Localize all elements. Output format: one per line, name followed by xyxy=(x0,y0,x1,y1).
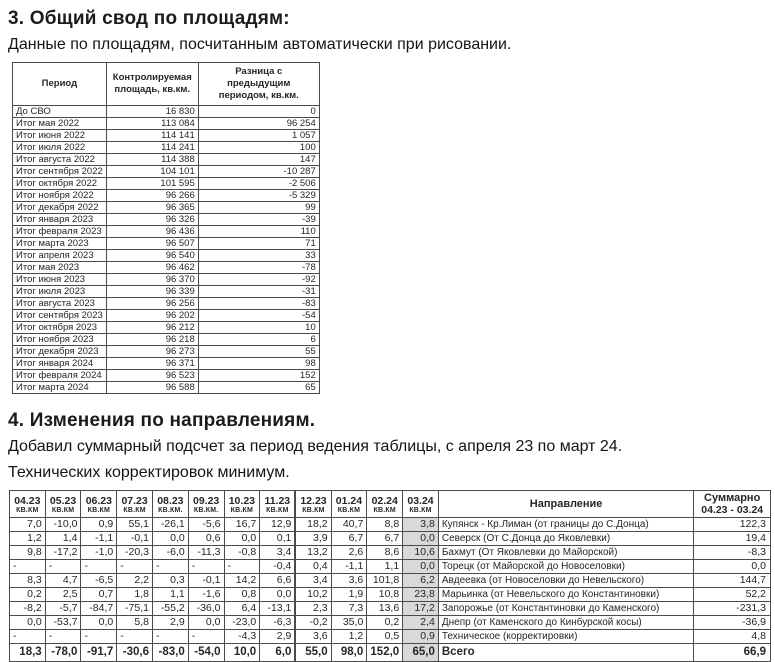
area-cell: 96 202 xyxy=(106,310,198,322)
sum-cell: 4,8 xyxy=(694,630,771,644)
areas-table-row xyxy=(13,262,320,274)
directions-header-row xyxy=(10,491,771,518)
month-header-cell: 06.23 КВ.КМ xyxy=(81,491,117,518)
value-cell: 0,8 xyxy=(224,588,260,602)
diff-cell: 100 xyxy=(198,142,319,154)
areas-header-diff: Разница с предыдущим периодом, кв.км. xyxy=(198,63,319,106)
value-cell: 18,3 xyxy=(10,644,46,662)
value-cell: 0,0 xyxy=(224,532,260,546)
month-header-cell: 10.23 КВ.КМ xyxy=(224,491,260,518)
value-cell: 1,4 xyxy=(45,532,81,546)
area-cell: 96 266 xyxy=(106,190,198,202)
month-header-cell: 09.23 КВ.КМ. xyxy=(188,491,224,518)
value-cell: -0,4 xyxy=(260,560,296,574)
areas-header-period: Период xyxy=(13,63,107,106)
value-cell: 6,6 xyxy=(260,574,296,588)
areas-header-row xyxy=(13,63,320,106)
value-cell: 101,8 xyxy=(367,574,403,588)
value-cell: -30,6 xyxy=(117,644,153,662)
value-cell: 1,9 xyxy=(331,588,367,602)
value-cell: -26,1 xyxy=(152,518,188,532)
value-cell: 6,7 xyxy=(331,532,367,546)
areas-table-row xyxy=(13,274,320,286)
value-cell: 0,7 xyxy=(81,588,117,602)
value-cell: 8,6 xyxy=(367,546,403,560)
value-cell: 10,0 xyxy=(224,644,260,662)
value-cell: 3,4 xyxy=(260,546,296,560)
period-cell: До СВО xyxy=(13,106,107,118)
value-cell: 3,4 xyxy=(295,574,331,588)
period-cell: Итог декабря 2023 xyxy=(13,346,107,358)
value-cell: 0,4 xyxy=(295,560,331,574)
areas-table-row xyxy=(13,130,320,142)
value-cell: 152,0 xyxy=(367,644,403,662)
diff-cell: -2 506 xyxy=(198,178,319,190)
value-cell: - xyxy=(81,630,117,644)
areas-header-area: Контролируемая площадь, кв.км. xyxy=(106,63,198,106)
period-cell: Итог февраля 2024 xyxy=(13,370,107,382)
diff-cell: -92 xyxy=(198,274,319,286)
direction-cell: Купянск - Кр.Лиман (от границы до С.Донца) xyxy=(438,518,694,532)
value-cell: 6,0 xyxy=(260,644,296,662)
value-cell: -0,1 xyxy=(188,574,224,588)
value-cell: -53,7 xyxy=(45,616,81,630)
diff-cell: 71 xyxy=(198,238,319,250)
value-cell: 35,0 xyxy=(331,616,367,630)
value-cell: 18,2 xyxy=(295,518,331,532)
area-cell: 96 523 xyxy=(106,370,198,382)
direction-cell: Днепр (от Каменского до Кинбурской косы) xyxy=(438,616,694,630)
area-cell: 113 084 xyxy=(106,118,198,130)
value-cell: 40,7 xyxy=(331,518,367,532)
areas-table-row xyxy=(13,370,320,382)
month-header-cell: 04.23 КВ.КМ xyxy=(10,491,46,518)
directions-table-body xyxy=(10,518,771,662)
value-cell: 8,8 xyxy=(367,518,403,532)
area-cell: 16 830 xyxy=(106,106,198,118)
value-cell: 6,2 xyxy=(403,574,439,588)
value-cell: -10,0 xyxy=(45,518,81,532)
area-cell: 96 218 xyxy=(106,334,198,346)
value-cell: 98,0 xyxy=(331,644,367,662)
area-cell: 96 436 xyxy=(106,226,198,238)
sum-cell: 66,9 xyxy=(694,644,771,662)
value-cell: -1,1 xyxy=(331,560,367,574)
area-cell: 114 388 xyxy=(106,154,198,166)
month-header-cell: 12.23 КВ.КМ xyxy=(295,491,331,518)
direction-cell: Северск (От С.Донца до Яковлевки) xyxy=(438,532,694,546)
value-cell: 1,2 xyxy=(331,630,367,644)
areas-table-row xyxy=(13,334,320,346)
value-cell: 0,0 xyxy=(81,616,117,630)
areas-table-row xyxy=(13,178,320,190)
area-cell: 96 462 xyxy=(106,262,198,274)
value-cell: 7,0 xyxy=(10,518,46,532)
direction-cell: Торецк (от Майорской до Новоселовки) xyxy=(438,560,694,574)
period-cell: Итог июля 2022 xyxy=(13,142,107,154)
diff-cell: 152 xyxy=(198,370,319,382)
areas-table-row xyxy=(13,154,320,166)
value-cell: -83,0 xyxy=(152,644,188,662)
value-cell: 14,2 xyxy=(224,574,260,588)
value-cell: 13,2 xyxy=(295,546,331,560)
direction-cell: Техническое (корректировки) xyxy=(438,630,694,644)
period-cell: Итог мая 2022 xyxy=(13,118,107,130)
directions-table-row xyxy=(10,574,771,588)
diff-cell: -10 287 xyxy=(198,166,319,178)
value-cell: 65,0 xyxy=(403,644,439,662)
value-cell: 12,9 xyxy=(260,518,296,532)
value-cell: 1,2 xyxy=(10,532,46,546)
value-cell: -6,0 xyxy=(152,546,188,560)
value-cell: -1,1 xyxy=(81,532,117,546)
value-cell: 6,4 xyxy=(224,602,260,616)
value-cell: 7,3 xyxy=(331,602,367,616)
areas-table-row xyxy=(13,346,320,358)
value-cell: -84,7 xyxy=(81,602,117,616)
value-cell: 55,1 xyxy=(117,518,153,532)
period-cell: Итог апреля 2023 xyxy=(13,250,107,262)
areas-table-row xyxy=(13,226,320,238)
sum-cell: 144,7 xyxy=(694,574,771,588)
area-cell: 96 370 xyxy=(106,274,198,286)
diff-cell: 1 057 xyxy=(198,130,319,142)
value-cell: -17,2 xyxy=(45,546,81,560)
value-cell: -36,0 xyxy=(188,602,224,616)
sum-cell: 122,3 xyxy=(694,518,771,532)
sum-header-line1: Суммарно xyxy=(704,492,761,504)
value-cell: -5,7 xyxy=(45,602,81,616)
diff-cell: -39 xyxy=(198,214,319,226)
value-cell: 55,0 xyxy=(295,644,331,662)
value-cell: -11,3 xyxy=(188,546,224,560)
value-cell: 1,1 xyxy=(152,588,188,602)
directions-table-row xyxy=(10,602,771,616)
value-cell: - xyxy=(224,560,260,574)
value-cell: - xyxy=(10,630,46,644)
directions-table-row xyxy=(10,616,771,630)
period-cell: Итог октября 2023 xyxy=(13,322,107,334)
month-header-cell: 05.23 КВ.КМ xyxy=(45,491,81,518)
areas-table-row xyxy=(13,286,320,298)
value-cell: 4,7 xyxy=(45,574,81,588)
sum-cell: 52,2 xyxy=(694,588,771,602)
diff-cell: -54 xyxy=(198,310,319,322)
value-cell: 0,1 xyxy=(260,532,296,546)
areas-table-row xyxy=(13,250,320,262)
value-cell: 8,3 xyxy=(10,574,46,588)
period-cell: Итог марта 2024 xyxy=(13,382,107,394)
sum-header-line2: 04.23 - 03.24 xyxy=(701,504,764,516)
diff-cell: 110 xyxy=(198,226,319,238)
period-cell: Итог января 2023 xyxy=(13,214,107,226)
value-cell: -54,0 xyxy=(188,644,224,662)
value-cell: 0,0 xyxy=(260,588,296,602)
areas-table-row xyxy=(13,358,320,370)
diff-cell: 99 xyxy=(198,202,319,214)
period-cell: Итог ноября 2023 xyxy=(13,334,107,346)
value-cell: 0,0 xyxy=(152,532,188,546)
area-cell: 114 241 xyxy=(106,142,198,154)
section4-title: 4. Изменения по направлениям. xyxy=(8,410,316,431)
value-cell: 6,7 xyxy=(367,532,403,546)
value-cell: -0,8 xyxy=(224,546,260,560)
areas-table-row xyxy=(13,118,320,130)
value-cell: 23,8 xyxy=(403,588,439,602)
areas-table-row xyxy=(13,322,320,334)
area-cell: 96 256 xyxy=(106,298,198,310)
value-cell: 0,2 xyxy=(367,616,403,630)
value-cell: -13,1 xyxy=(260,602,296,616)
value-cell: 13,6 xyxy=(367,602,403,616)
area-cell: 114 141 xyxy=(106,130,198,142)
period-cell: Итог июля 2023 xyxy=(13,286,107,298)
value-cell: 0,6 xyxy=(188,532,224,546)
areas-table-row xyxy=(13,106,320,118)
period-cell: Итог августа 2023 xyxy=(13,298,107,310)
value-cell: 2,4 xyxy=(403,616,439,630)
period-cell: Итог декабря 2022 xyxy=(13,202,107,214)
area-cell: 101 595 xyxy=(106,178,198,190)
period-cell: Итог августа 2022 xyxy=(13,154,107,166)
value-cell: -78,0 xyxy=(45,644,81,662)
value-cell: 0,2 xyxy=(10,588,46,602)
area-cell: 96 365 xyxy=(106,202,198,214)
sum-cell: -36,9 xyxy=(694,616,771,630)
period-cell: Итог июня 2023 xyxy=(13,274,107,286)
section4-line1: Добавил суммарный подсчет за период ведения таблицы, с апреля 23 по март 24. xyxy=(8,438,623,455)
section3-title: 3. Общий свод по площадям: xyxy=(8,8,290,29)
areas-table-row xyxy=(13,214,320,226)
direction-cell: Бахмут (От Яковлевки до Майорской) xyxy=(438,546,694,560)
value-cell: -75,1 xyxy=(117,602,153,616)
directions-table-row xyxy=(10,532,771,546)
diff-cell: 65 xyxy=(198,382,319,394)
directions-table-row xyxy=(10,518,771,532)
area-cell: 96 588 xyxy=(106,382,198,394)
total-label-cell: Всего xyxy=(438,644,694,662)
value-cell: 9,8 xyxy=(10,546,46,560)
diff-cell: 55 xyxy=(198,346,319,358)
period-cell: Итог октября 2022 xyxy=(13,178,107,190)
month-header-cell: 02.24 КВ.КМ xyxy=(367,491,403,518)
areas-table-body xyxy=(13,106,320,394)
value-cell: 3,9 xyxy=(295,532,331,546)
directions-table-row xyxy=(10,630,771,644)
areas-table-row xyxy=(13,238,320,250)
value-cell: - xyxy=(10,560,46,574)
value-cell: -0,1 xyxy=(117,532,153,546)
value-cell: 3,6 xyxy=(331,574,367,588)
period-cell: Итог ноября 2022 xyxy=(13,190,107,202)
value-cell: -55,2 xyxy=(152,602,188,616)
period-cell: Итог июня 2022 xyxy=(13,130,107,142)
value-cell: - xyxy=(45,630,81,644)
direction-cell: Авдеевка (от Новоселовки до Невельского) xyxy=(438,574,694,588)
diff-cell: 33 xyxy=(198,250,319,262)
month-header-cell: 01.24 КВ.КМ xyxy=(331,491,367,518)
value-cell: - xyxy=(117,560,153,574)
value-cell: 0,9 xyxy=(81,518,117,532)
directions-table xyxy=(9,490,771,662)
area-cell: 96 273 xyxy=(106,346,198,358)
value-cell: - xyxy=(188,560,224,574)
direction-header-cell: Направление xyxy=(438,491,694,518)
month-header-cell: 08.23 КВ.КМ. xyxy=(152,491,188,518)
areas-table-row xyxy=(13,166,320,178)
value-cell: -20,3 xyxy=(117,546,153,560)
value-cell: 5,8 xyxy=(117,616,153,630)
diff-cell: 147 xyxy=(198,154,319,166)
diff-cell: 0 xyxy=(198,106,319,118)
month-header-cell: 11.23 КВ.КМ xyxy=(260,491,296,518)
value-cell: 0,0 xyxy=(403,560,439,574)
value-cell: 1,8 xyxy=(117,588,153,602)
areas-table-row xyxy=(13,382,320,394)
directions-table-row xyxy=(10,588,771,602)
value-cell: -0,2 xyxy=(295,616,331,630)
period-cell: Итог февраля 2023 xyxy=(13,226,107,238)
value-cell: 0,5 xyxy=(367,630,403,644)
sum-cell: 19,4 xyxy=(694,532,771,546)
sum-cell: -231,3 xyxy=(694,602,771,616)
areas-table-head xyxy=(13,63,320,106)
value-cell: - xyxy=(152,630,188,644)
period-cell: Итог марта 2023 xyxy=(13,238,107,250)
value-cell: 0,0 xyxy=(10,616,46,630)
value-cell: 2,6 xyxy=(331,546,367,560)
directions-table-row xyxy=(10,560,771,574)
area-cell: 104 101 xyxy=(106,166,198,178)
area-cell: 96 212 xyxy=(106,322,198,334)
period-cell: Итог мая 2023 xyxy=(13,262,107,274)
areas-table-row xyxy=(13,142,320,154)
sum-cell: -8,3 xyxy=(694,546,771,560)
value-cell: -5,6 xyxy=(188,518,224,532)
value-cell: -8,2 xyxy=(10,602,46,616)
diff-cell: 96 254 xyxy=(198,118,319,130)
directions-total-row xyxy=(10,644,771,662)
diff-cell: -83 xyxy=(198,298,319,310)
diff-cell: 6 xyxy=(198,334,319,346)
area-cell: 96 326 xyxy=(106,214,198,226)
value-cell: - xyxy=(117,630,153,644)
value-cell: 2,2 xyxy=(117,574,153,588)
value-cell: 2,5 xyxy=(45,588,81,602)
sum-cell: 0,0 xyxy=(694,560,771,574)
diff-cell: 10 xyxy=(198,322,319,334)
value-cell: 10,8 xyxy=(367,588,403,602)
month-header-cell: 03.24 КВ.КМ xyxy=(403,491,439,518)
value-cell: 3,6 xyxy=(295,630,331,644)
value-cell: -1,0 xyxy=(81,546,117,560)
direction-cell: Запорожье (от Константиновки до Каменского) xyxy=(438,602,694,616)
value-cell: 10,6 xyxy=(403,546,439,560)
value-cell: - xyxy=(152,560,188,574)
area-cell: 96 540 xyxy=(106,250,198,262)
diff-cell: 98 xyxy=(198,358,319,370)
value-cell: - xyxy=(45,560,81,574)
value-cell: -6,5 xyxy=(81,574,117,588)
month-header-cell: 07.23 КВ.КМ xyxy=(117,491,153,518)
value-cell: - xyxy=(81,560,117,574)
value-cell: 2,9 xyxy=(260,630,296,644)
value-cell: 0,3 xyxy=(152,574,188,588)
value-cell: -1,6 xyxy=(188,588,224,602)
areas-table-row xyxy=(13,298,320,310)
value-cell: 10,2 xyxy=(295,588,331,602)
area-cell: 96 507 xyxy=(106,238,198,250)
value-cell: -91,7 xyxy=(81,644,117,662)
value-cell: 2,3 xyxy=(295,602,331,616)
value-cell: 0,0 xyxy=(403,532,439,546)
value-cell: 0,9 xyxy=(403,630,439,644)
value-cell: -6,3 xyxy=(260,616,296,630)
area-cell: 96 339 xyxy=(106,286,198,298)
areas-table-row xyxy=(13,310,320,322)
diff-cell: -31 xyxy=(198,286,319,298)
sum-header-cell xyxy=(694,491,771,518)
direction-cell: Марьинка (от Невельского до Константиновки) xyxy=(438,588,694,602)
section3-subtitle: Данные по площадям, посчитанным автоматически при рисовании. xyxy=(8,36,512,53)
value-cell: 17,2 xyxy=(403,602,439,616)
period-cell: Итог сентября 2023 xyxy=(13,310,107,322)
areas-table xyxy=(12,62,320,394)
value-cell: 1,1 xyxy=(367,560,403,574)
value-cell: -4,3 xyxy=(224,630,260,644)
period-cell: Итог января 2024 xyxy=(13,358,107,370)
value-cell: 3,8 xyxy=(403,518,439,532)
period-cell: Итог сентября 2022 xyxy=(13,166,107,178)
diff-cell: -78 xyxy=(198,262,319,274)
section4-line2: Технических корректировок минимум. xyxy=(8,464,290,481)
areas-table-row xyxy=(13,202,320,214)
value-cell: 0,0 xyxy=(188,616,224,630)
value-cell: 2,9 xyxy=(152,616,188,630)
directions-table-row xyxy=(10,546,771,560)
diff-cell: -5 329 xyxy=(198,190,319,202)
directions-table-head xyxy=(10,491,771,518)
value-cell: - xyxy=(188,630,224,644)
areas-table-row xyxy=(13,190,320,202)
value-cell: 16,7 xyxy=(224,518,260,532)
area-cell: 96 371 xyxy=(106,358,198,370)
value-cell: -23,0 xyxy=(224,616,260,630)
